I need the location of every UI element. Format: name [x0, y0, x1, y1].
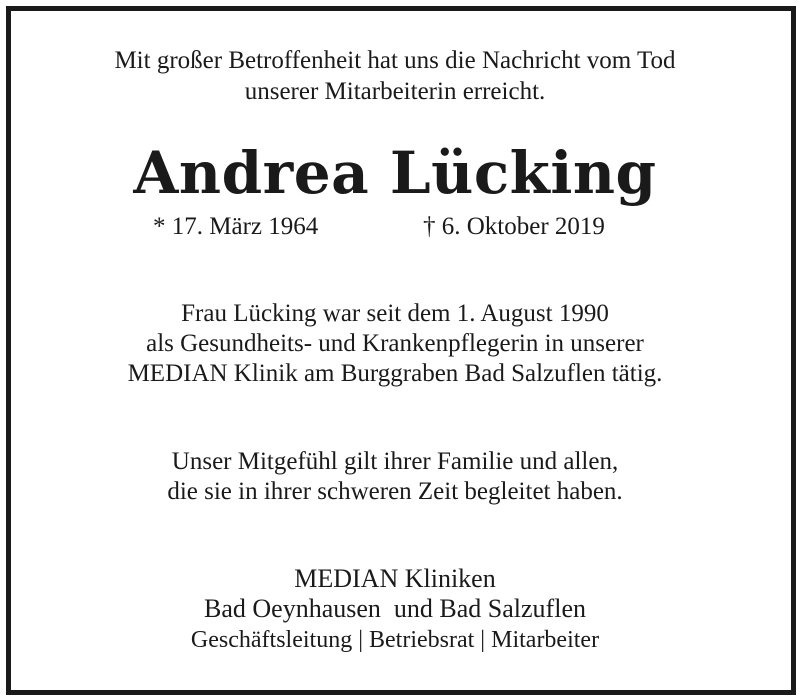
- condolence-line-2: die sie in ihrer schweren Zeit begleitet haben.: [167, 478, 623, 505]
- employment-line-2: als Gesundheits- und Krankenpflegerin in unserer: [146, 330, 644, 357]
- signature-locations: Bad Oeynhausen und Bad Salzuflen: [204, 594, 586, 623]
- death-date: † 6. Oktober 2019: [423, 213, 605, 240]
- deceased-name: Andrea Lücking: [133, 139, 657, 207]
- signature-org: MEDIAN Kliniken: [294, 564, 496, 593]
- employment-line-3: MEDIAN Klinik am Burggraben Bad Salzuflen tätig.: [127, 360, 663, 387]
- birth-date: * 17. März 1964: [153, 213, 319, 240]
- signature-groups: Geschäftsleitung | Betriebsrat | Mitarbeiter: [190, 627, 600, 653]
- condolence-line-1: Unser Mitgefühl gilt ihrer Familie und allen,: [171, 448, 619, 475]
- intro-line-2: unserer Mitarbeiterin erreicht.: [244, 78, 546, 105]
- intro-line-1: Mit großer Betroffenheit hat uns die Nachricht vom Tod: [114, 47, 676, 74]
- employment-line-1: Frau Lücking war seit dem 1. August 1990: [181, 300, 609, 327]
